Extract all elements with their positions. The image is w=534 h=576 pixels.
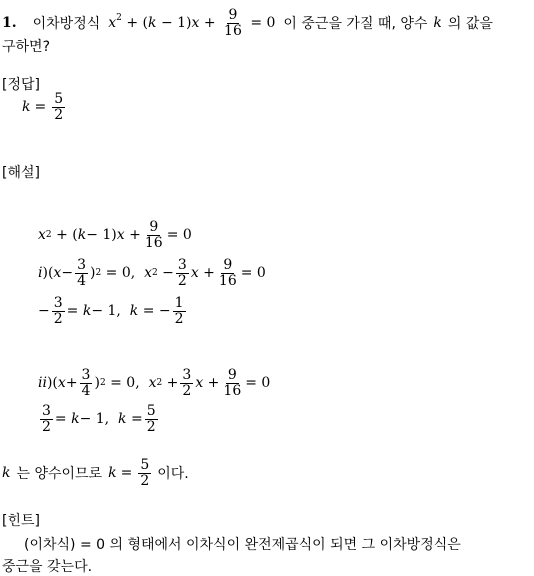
explanation-case-1: i )( x − $\frac{3}{4}$ ) 2 = 0, x 2 − $\frac{3}{2}$ x + $\frac{9}{16}$ = 0 <box>38 257 266 289</box>
answer-heading: [정답] <box>2 77 40 93</box>
problem-line-2: 구하면? <box>2 39 51 55</box>
explanation-case-1-result: − $\frac{3}{2}$ = k − 1, k = − $\frac{1}{2}$ <box>38 295 184 327</box>
problem-number: 1. <box>2 15 17 32</box>
problem-text-end: 의 값을 <box>447 16 493 33</box>
problem-text-middle: 이 중근을 가질 때, 양수 <box>283 16 428 33</box>
explanation-heading: [해설] <box>2 165 40 181</box>
explanation-case-2-result: $\frac{3}{2}$ = k − 1, k = $\frac{5}{2}$ <box>42 403 156 435</box>
hint-line-1: (이차식) = 0 의 형태에서 이차식이 완전제곱식이 되면 그 이차방정식은 <box>24 537 461 553</box>
conclusion-end: 이다. <box>157 466 189 483</box>
explanation-step-1: x 2 + ( k − 1) x + $\frac{9}{16}$ = 0 <box>38 219 192 251</box>
problem-variable: k <box>433 15 442 32</box>
hint-heading: [힌트] <box>2 513 40 529</box>
hint-line-2: 중근을 갖는다. <box>2 559 93 575</box>
explanation-conclusion: k 는 양수이므로 k = $\frac{5}{2}$ 이다. <box>2 457 189 489</box>
conclusion-text: 는 양수이므로 <box>16 466 103 483</box>
problem-line-1 <box>2 8 493 38</box>
answer-formula: k = $\frac{5}{2}$ <box>22 91 64 123</box>
problem-equation: $x^2 + (k - 1)x$ + $\frac{9}{16}$ = 0 <box>108 7 276 39</box>
explanation-case-2: ii )( x + $\frac{3}{4}$ ) 2 = 0, x 2 + $\frac{3}{2}$ x + $\frac{9}{16}$ = 0 <box>38 367 271 399</box>
problem-text-start: 이차방정식 <box>32 16 101 33</box>
